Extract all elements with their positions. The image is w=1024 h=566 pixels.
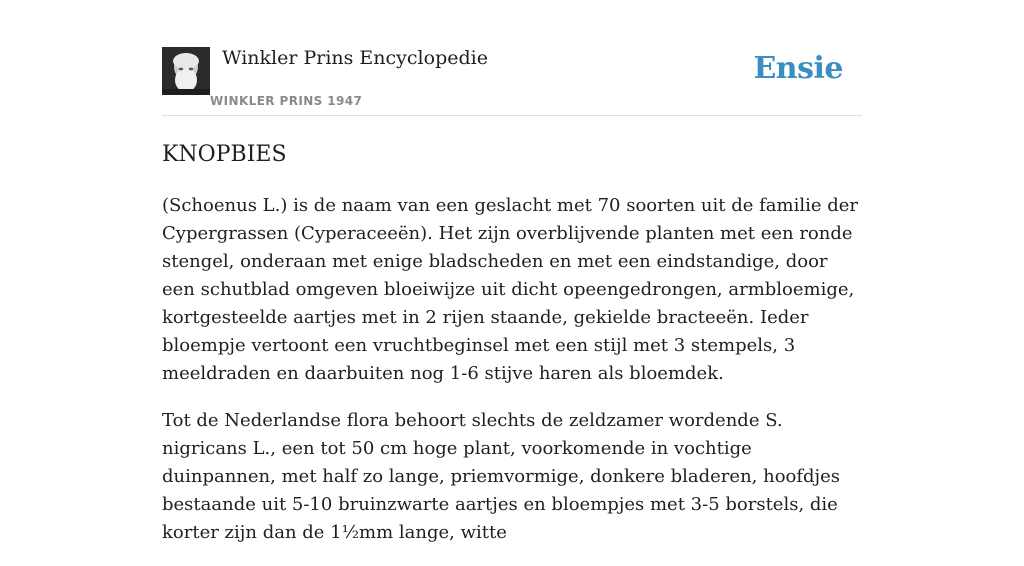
book-title-link[interactable]: Winkler Prins Encyclopedie [222,47,488,69]
content-column [162,0,862,543]
article-paragraph: Tot de Nederlandse flora behoort slechts de zeldzamer wordende S. nigricans L., een tot 50 cm hoge plant, voorkomende in vochtige duinpannen, met half zo lange, priemvormige, donkere bladeren, hoofdjes bestaande uit 5-10 bruinzwarte aartjes en bloempjes met 3-5 borstels, die korter zijn dan de 1½mm lange, witte [162,410,841,543]
entry-title: KNOPBIES [162,142,287,167]
book-subtitle: WINKLER PRINS 1947 [210,94,363,108]
header [162,0,862,116]
brand-logo-link[interactable]: Ensie [753,51,843,86]
article-paragraph: (Schoenus L.) is de naam van een geslacht met 70 soorten uit de familie der Cypergrassen (Cyperaceeën). Het zijn overblijvende planten met een ronde stengel, onderaan met enige bladscheden en met een eindstandige, door een schutblad omgeven bloeiwijze uit dicht opeengedrongen, armbloemige, kortgesteelde aartjes met in 2 rijen staande, gekielde bracteeën. Ieder bloempje vertoont een vruchtbeginsel met een stijl met 3 stempels, 3 meeldraden en daarbuiten nog 1-6 stijve haren als bloemdek. [162,195,859,384]
article-body [162,192,862,566]
portrait-avatar-icon[interactable] [162,47,210,95]
